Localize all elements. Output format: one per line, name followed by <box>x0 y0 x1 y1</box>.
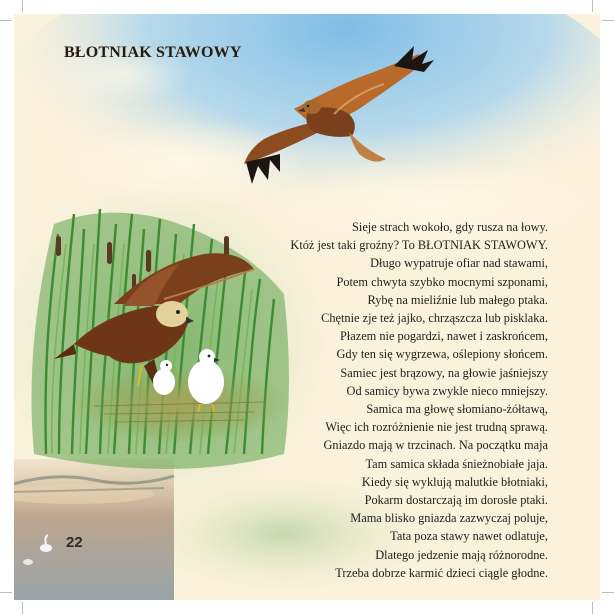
poem-line: Więc ich rozróżnienie nie jest trudną sprawą. <box>325 420 548 435</box>
poem-line: Dlatego jedzenie mają różnorodne. <box>375 547 548 562</box>
crop-mark <box>22 602 23 614</box>
crop-mark <box>22 0 23 12</box>
poem-line: Gdy ten się wygrzewa, oślepiony słońcem. <box>336 347 548 362</box>
poem-line: Tam samica składa śnieżnobiałe jaja. <box>365 456 548 471</box>
poem-line: Któż jest taki groźny? To BŁOTNIAK STAWOWY. <box>290 238 548 253</box>
crop-mark <box>0 592 12 593</box>
poem-line: Mama blisko gniazda zazwyczaj poluje, <box>350 511 548 526</box>
poem-line: Chętnie zje też jajko, chrząszcza lub pisklaka. <box>321 311 548 326</box>
poem-line: Od samicy bywa zwykle nieco mniejszy. <box>346 383 548 398</box>
page-number: 22 <box>66 534 83 551</box>
crop-mark <box>592 0 593 12</box>
poem-line: Trzeba dobrze karmić dzieci ciągle głodne. <box>335 565 548 580</box>
poem-line: Tata poza stawy nawet odlatuje, <box>390 529 548 544</box>
poem-line: Samiec jest brązowy, na głowie jaśniejszy <box>340 365 548 380</box>
poem-line: Samica ma głowę słomiano-żółtawą, <box>366 402 548 417</box>
poem-line: Pokarm dostarczają im dorosłe ptaki. <box>364 493 548 508</box>
poem-line: Potem chwyta szybko mocnymi szponami, <box>336 274 548 289</box>
poem-line: Gniazdo mają w trzcinach. Na początku maja <box>323 438 548 453</box>
page-title: BŁOTNIAK STAWOWY <box>64 44 242 61</box>
poem-line: Rybę na mieliźnie lub małego ptaka. <box>367 292 548 307</box>
crop-mark <box>592 602 593 614</box>
poem-line: Długo wypatruje ofiar nad stawami, <box>370 256 548 271</box>
poem-line: Kiedy się wyklują malutkie błotniaki, <box>361 474 548 489</box>
crop-mark <box>0 20 12 21</box>
poem <box>218 218 548 582</box>
poem-line: Płazem nie pogardzi, nawet i zaskrońcem, <box>339 329 548 344</box>
crop-mark <box>602 20 614 21</box>
book-page <box>14 14 600 600</box>
lake <box>14 459 174 600</box>
poem-line: Sieje strach wokoło, gdy rusza na łowy. <box>352 220 548 234</box>
crop-mark <box>602 592 614 593</box>
